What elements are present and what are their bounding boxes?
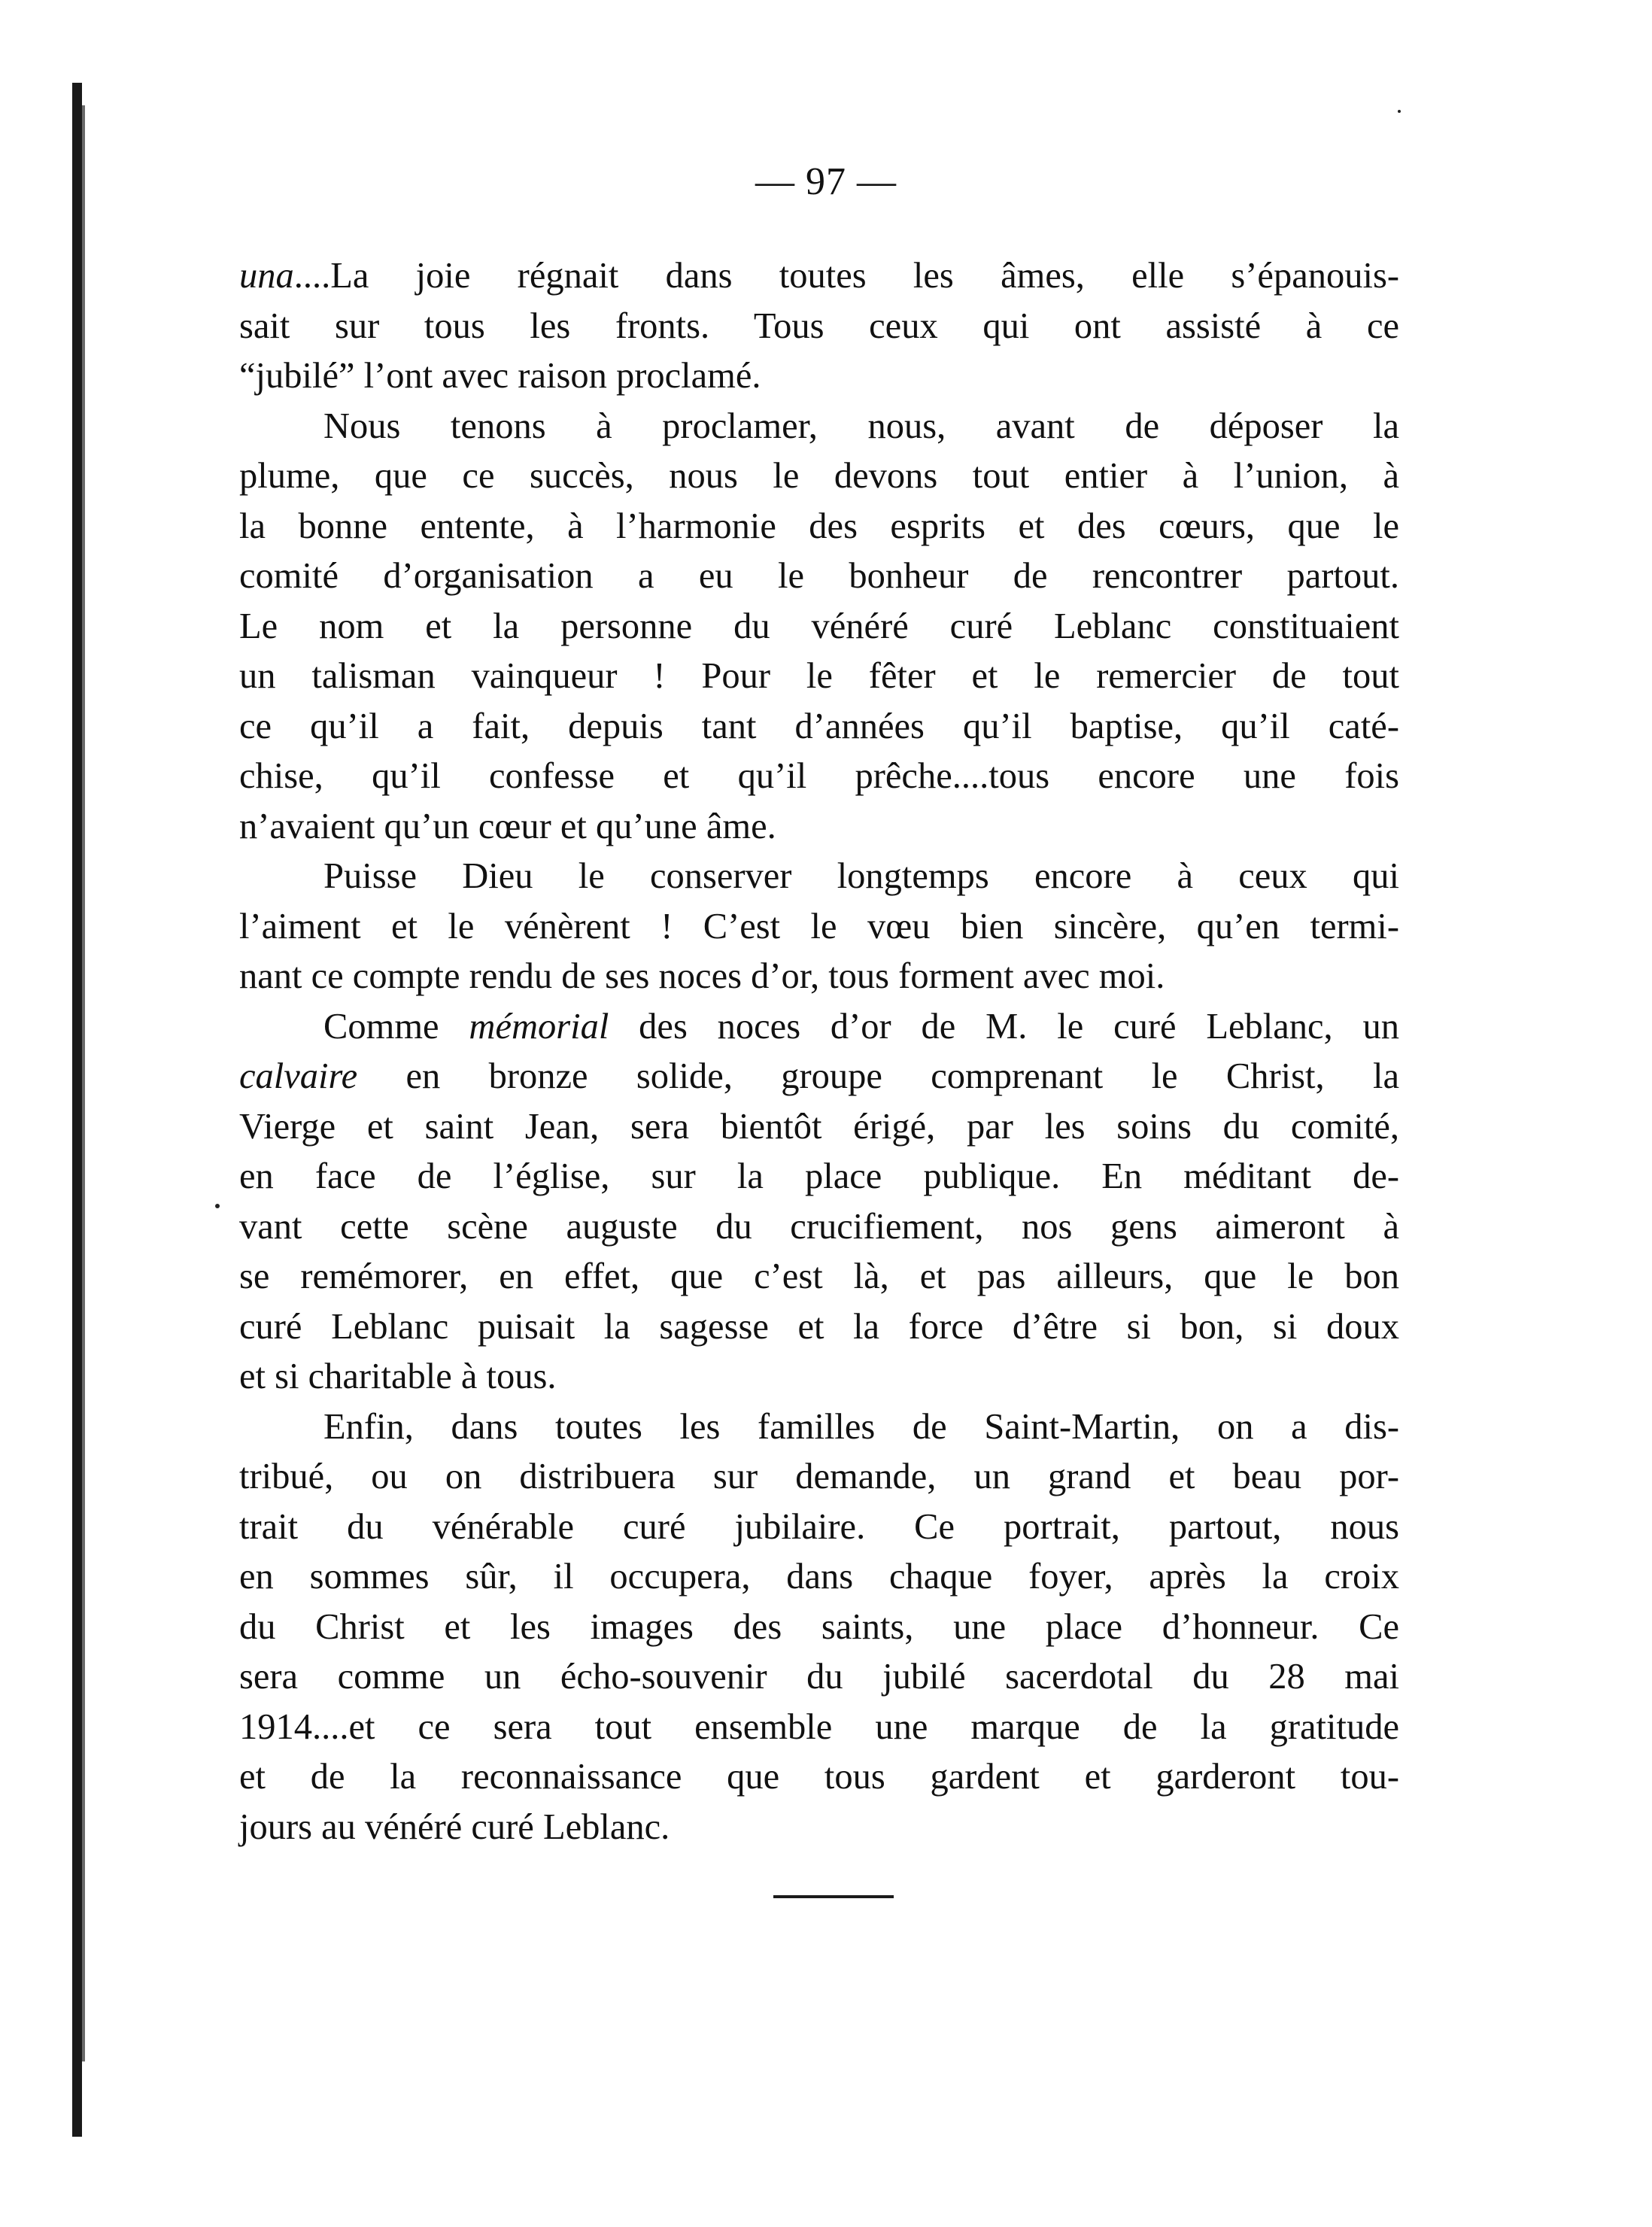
text-line	[239, 1202, 1399, 1253]
italic-text: una	[239, 256, 294, 296]
text-span: chise, qu’il confesse et qu’il prêche....tous encore une fois	[239, 756, 1399, 796]
text-line	[239, 1252, 1399, 1302]
text-line	[239, 451, 1399, 502]
text-line	[239, 402, 1399, 452]
text-span: Le nom et la personne du vénéré curé Leblanc constituaient	[239, 606, 1399, 646]
text-span: n’avaient qu’un cœur et qu’une âme.	[239, 806, 776, 846]
binding-edge-gradient	[82, 105, 85, 2061]
text-line	[239, 902, 1399, 952]
italic-text: mémorial	[469, 1006, 609, 1047]
text-span: sera comme un écho-souvenir du jubilé sacerdotal du 28 mai	[239, 1657, 1399, 1697]
text-span: ....La joie régnait dans toutes les âmes, elle s’épanouis-	[293, 256, 1399, 296]
binding-edge-shadow	[72, 83, 82, 2137]
end-rule	[773, 1895, 894, 1898]
text-line	[239, 1502, 1399, 1553]
text-line	[239, 1703, 1399, 1753]
text-span: vant cette scène auguste du crucifiement, nos gens aimeront à	[239, 1206, 1399, 1247]
text-span: “jubilé” l’ont avec raison proclamé.	[239, 356, 761, 396]
text-line	[239, 302, 1399, 352]
text-line	[239, 702, 1399, 752]
text-line	[239, 1402, 1399, 1453]
text-line	[239, 1152, 1399, 1202]
text-line	[239, 1652, 1399, 1703]
text-line	[239, 852, 1399, 902]
text-span: nant ce compte rendu de ses noces d’or, tous forment avec moi.	[239, 956, 1165, 996]
paragraph	[239, 852, 1399, 1002]
text-line	[239, 1052, 1399, 1102]
text-line	[239, 502, 1399, 552]
scan-speck	[215, 1204, 220, 1208]
scan-speck	[1398, 110, 1401, 113]
text-span: comité d’organisation a eu le bonheur de rencontrer partout.	[239, 556, 1399, 596]
paragraph	[239, 402, 1399, 852]
text-span: Enfin, dans toutes les familles de Saint-Martin, on a dis-	[323, 1406, 1399, 1447]
text-line	[239, 1452, 1399, 1502]
text-line	[239, 1352, 1399, 1402]
text-span: du Christ et les images des saints, une place d’honneur. Ce	[239, 1606, 1399, 1647]
text-span: curé Leblanc puisait la sagesse et la force d’être si bon, si doux	[239, 1306, 1399, 1347]
text-line	[239, 351, 1399, 402]
text-line	[239, 1302, 1399, 1353]
page-number: — 97 —	[755, 160, 897, 203]
text-line	[239, 752, 1399, 802]
italic-text: calvaire	[239, 1056, 358, 1096]
text-span: des noces d’or de M. le curé Leblanc, un	[609, 1006, 1400, 1047]
text-line	[239, 952, 1399, 1002]
text-line	[239, 1603, 1399, 1653]
text-span: l’aiment et le vénèrent ! C’est le vœu bien sincère, qu’en termi-	[239, 906, 1399, 946]
text-span: trait du vénérable curé jubilaire. Ce portrait, partout, nous	[239, 1506, 1399, 1547]
text-span: Puisse Dieu le conserver longtemps encore à ceux qui	[323, 856, 1399, 896]
text-span: Comme	[323, 1006, 469, 1047]
text-line	[239, 602, 1399, 652]
text-span: 1914....et ce sera tout ensemble une marque de la gratitude	[239, 1706, 1399, 1747]
text-span: la bonne entente, à l’harmonie des esprits et des cœurs, que le	[239, 506, 1399, 546]
text-span: en bronze solide, groupe comprenant le Christ, la	[357, 1056, 1399, 1096]
text-span: en sommes sûr, il occupera, dans chaque foyer, après la croix	[239, 1557, 1399, 1597]
text-line	[239, 551, 1399, 602]
paragraph	[239, 251, 1399, 402]
text-line	[239, 1552, 1399, 1603]
paragraph	[239, 1002, 1399, 1402]
text-line	[239, 1102, 1399, 1153]
text-span: ce qu’il a fait, depuis tant d’années qu’il baptise, qu’il caté-	[239, 706, 1399, 746]
text-span: en face de l’église, sur la place publique. En méditant de-	[239, 1156, 1399, 1196]
text-span: sait sur tous les fronts. Tous ceux qui ont assisté à ce	[239, 305, 1399, 346]
text-span: un talisman vainqueur ! Pour le fêter et le remercier de tout	[239, 656, 1399, 696]
text-line	[239, 1002, 1399, 1053]
paragraph	[239, 1402, 1399, 1853]
text-line	[239, 1803, 1399, 1853]
text-line	[239, 1752, 1399, 1803]
text-line	[239, 802, 1399, 852]
text-span: Vierge et saint Jean, sera bientôt érigé, par les soins du comité,	[239, 1106, 1399, 1147]
text-line	[239, 251, 1399, 302]
text-span: se remémorer, en effet, que c’est là, et pas ailleurs, que le bon	[239, 1256, 1399, 1296]
text-span: plume, que ce succès, nous le devons tout entier à l’union, à	[239, 456, 1399, 496]
text-span: Nous tenons à proclamer, nous, avant de déposer la	[323, 406, 1399, 446]
text-span: tribué, ou on distribuera sur demande, un grand et beau por-	[239, 1457, 1399, 1496]
body-text	[239, 251, 1399, 1852]
text-span: jours au vénéré curé Leblanc.	[239, 1806, 670, 1847]
text-span: et de la reconnaissance que tous gardent et garderont tou-	[239, 1757, 1399, 1797]
text-span: et si charitable à tous.	[239, 1357, 557, 1396]
text-line	[239, 652, 1399, 702]
